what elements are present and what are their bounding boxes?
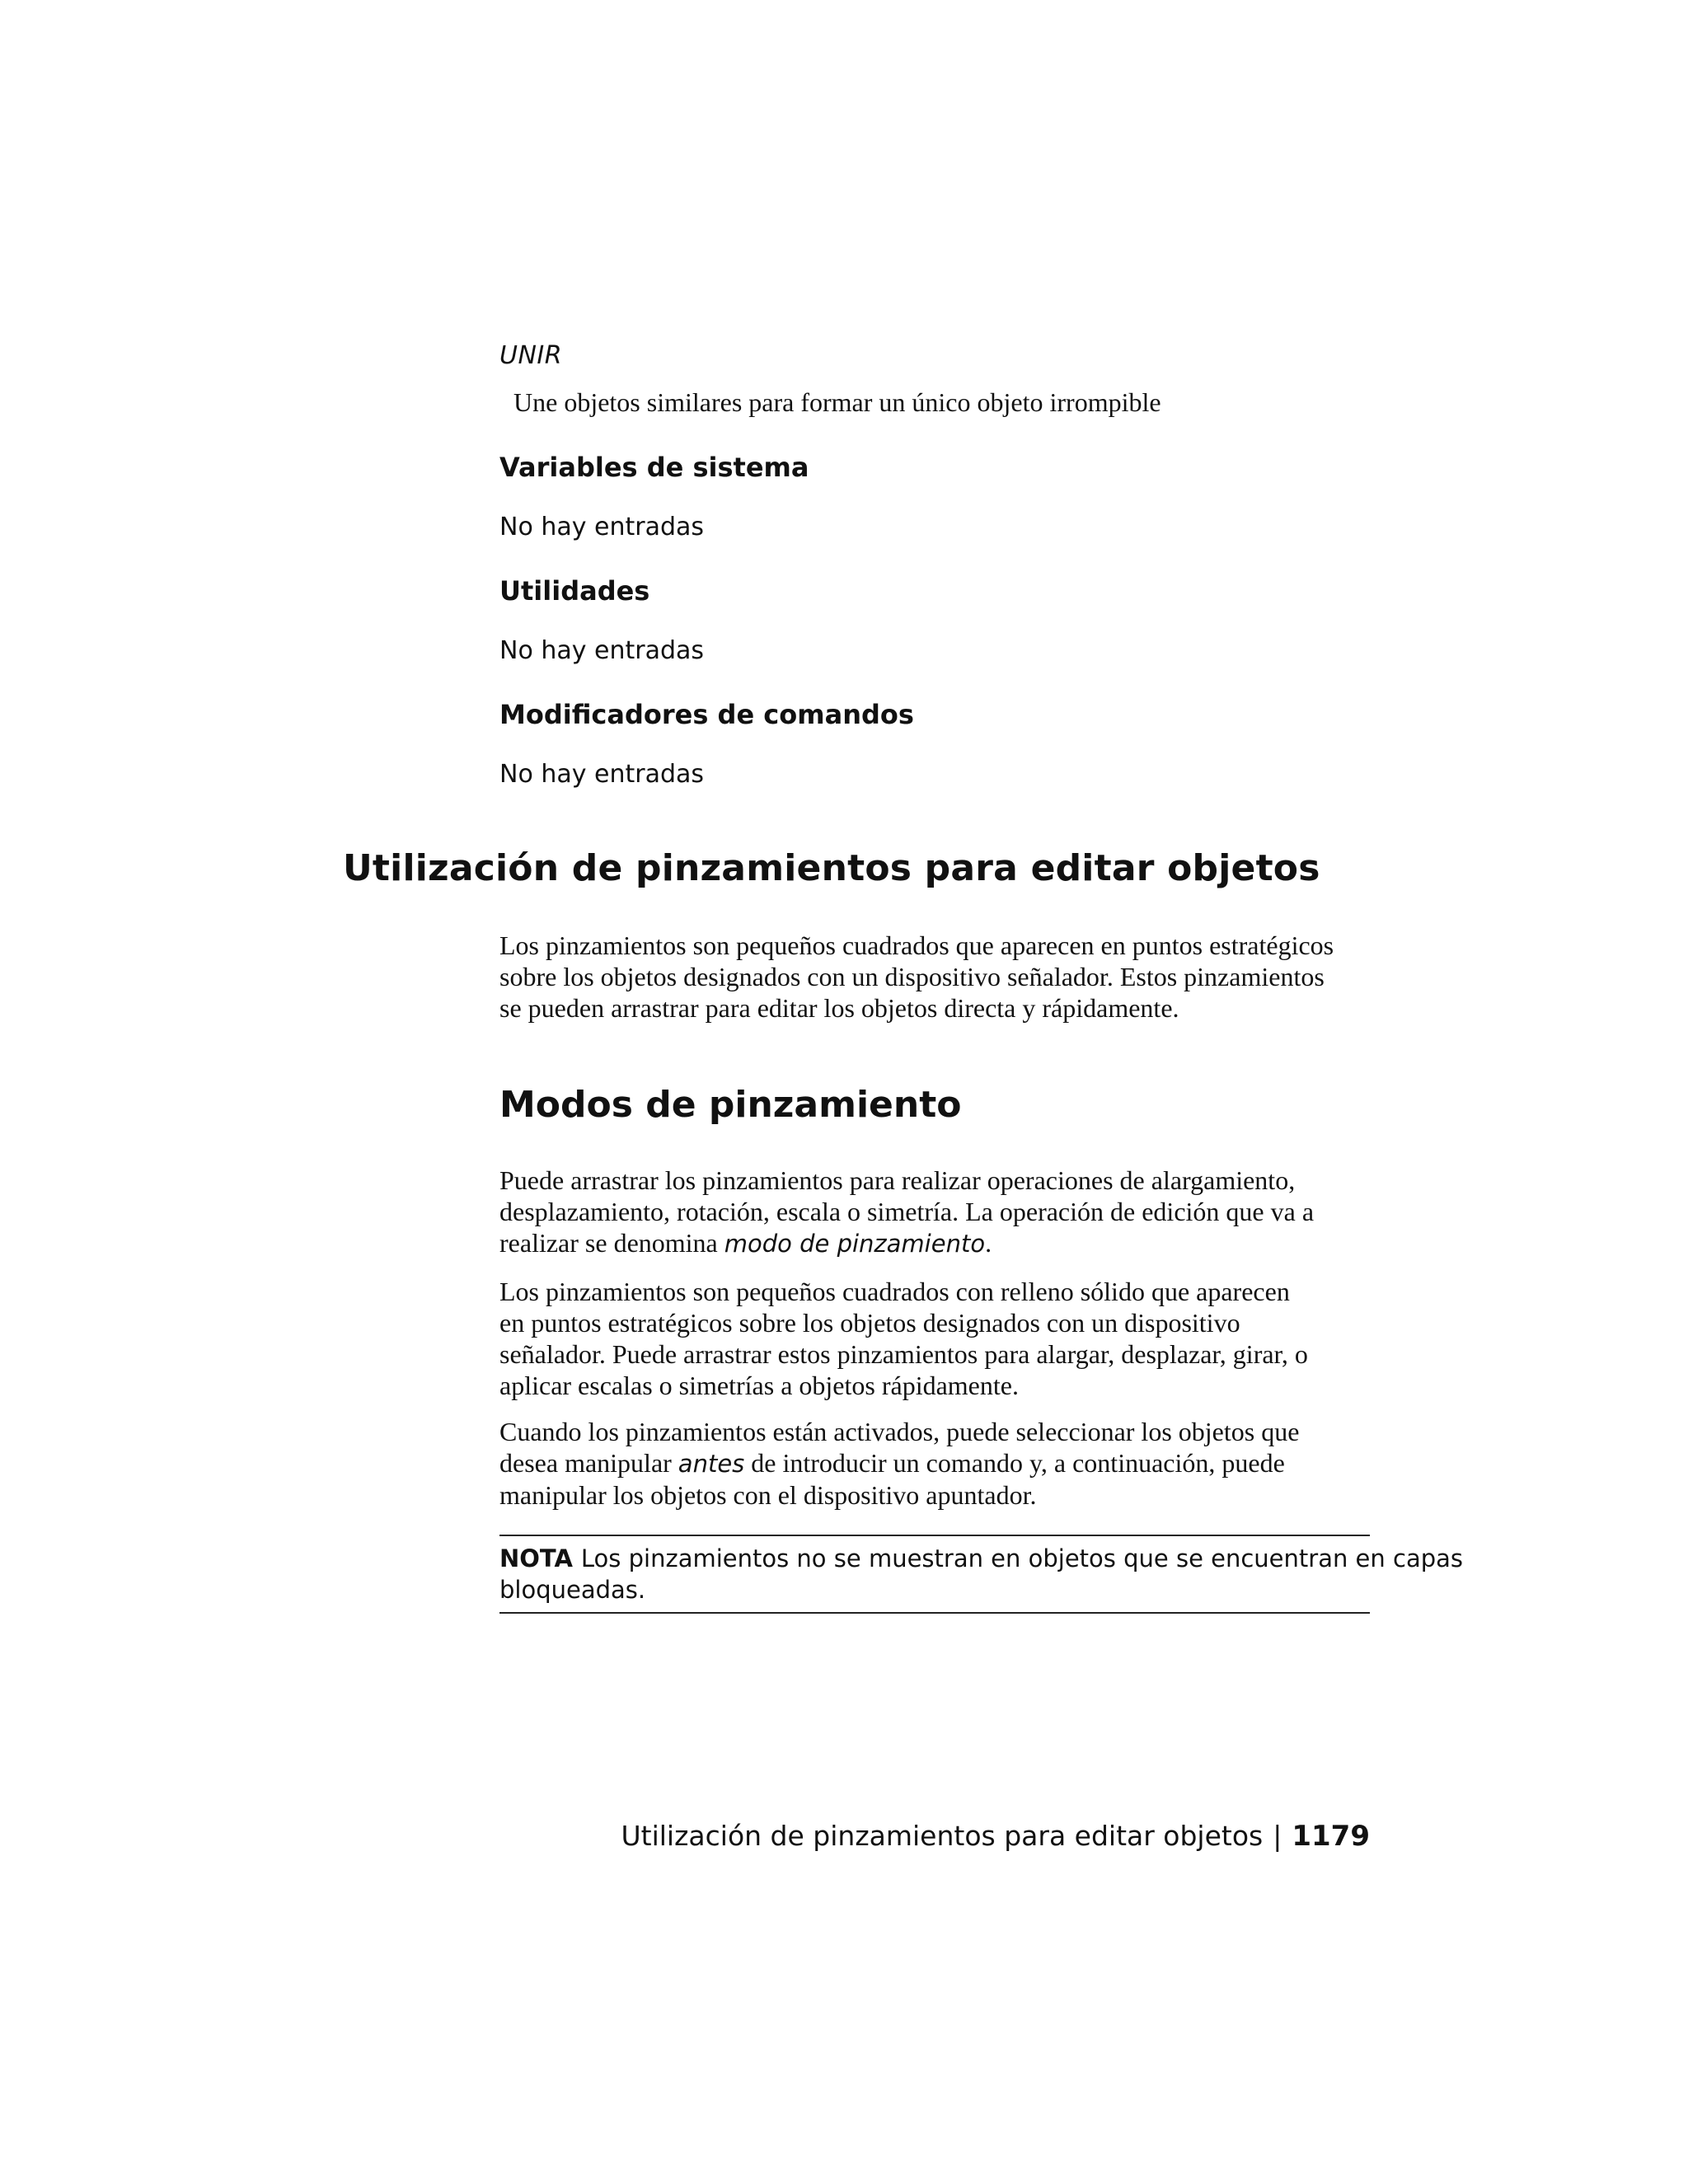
intro-line: Los pinzamientos son pequeños cuadrados que aparecen en puntos estratégicos <box>499 930 1334 960</box>
paragraph-line: desplazamiento, rotación, escala o simetría. La operación de edición que va a <box>499 1197 1315 1226</box>
paragraph-line <box>499 1447 1373 1479</box>
paragraph-line: aplicar escalas o simetrías a objetos rápidamente. <box>499 1371 1019 1400</box>
italic-term: antes <box>678 1450 745 1478</box>
sub-heading: Modos de pinzamiento <box>499 1084 962 1126</box>
paragraph-line <box>499 1227 1373 1259</box>
note-line: bloqueadas. <box>499 1576 646 1604</box>
note-line <box>499 1543 1464 1574</box>
intro-paragraph <box>499 930 1373 1024</box>
section-heading-command-modifiers: Modificadores de comandos <box>499 699 914 730</box>
section-text-utilities: No hay entradas <box>499 636 705 665</box>
command-name: UNIR <box>499 341 563 370</box>
text-run: . <box>985 1228 992 1258</box>
paragraph-grips-description <box>499 1276 1373 1401</box>
footer-separator: | <box>1273 1820 1282 1852</box>
intro-line: sobre los objetos designados con un dispositivo señalador. Estos pinzamientos <box>499 962 1325 991</box>
section-text-command-modifiers: No hay entradas <box>499 760 705 789</box>
paragraph-line: Los pinzamientos son pequeños cuadrados con relleno sólido que aparecen <box>499 1277 1290 1306</box>
intro-line: se pueden arrastrar para editar los objetos directa y rápidamente. <box>499 993 1179 1023</box>
section-text-system-variables: No hay entradas <box>499 513 705 541</box>
page-number: 1179 <box>1292 1820 1370 1853</box>
italic-term: modo de pinzamiento <box>724 1230 986 1258</box>
text-run: realizar se denomina <box>499 1228 724 1258</box>
note-text-run: Los pinzamientos no se muestran en objetos que se encuentran en capas <box>580 1544 1464 1572</box>
main-heading: Utilización de pinzamientos para editar objetos <box>343 847 1320 889</box>
paragraph-line: manipular los objetos con el dispositivo apuntador. <box>499 1480 1037 1510</box>
text-run: de introducir un comando y, a continuación, puede <box>744 1448 1285 1478</box>
note-label: NOTA <box>499 1544 573 1572</box>
footer-title: Utilización de pinzamientos para editar objetos <box>621 1820 1264 1852</box>
paragraph-line: en puntos estratégicos sobre los objetos designados con un dispositivo <box>499 1308 1240 1338</box>
paragraph-line: señalador. Puede arrastrar estos pinzamientos para alargar, desplazar, girar, o <box>499 1339 1308 1369</box>
text-run: desea manipular <box>499 1448 678 1478</box>
paragraph-line: Cuando los pinzamientos están activados, puede seleccionar los objetos que <box>499 1417 1300 1446</box>
paragraph-grip-modes <box>499 1165 1373 1259</box>
section-heading-system-variables: Variables de sistema <box>499 452 809 483</box>
section-heading-utilities: Utilidades <box>499 575 650 607</box>
note <box>499 1543 1464 1605</box>
page-footer <box>621 1820 1371 1853</box>
command-description: Une objetos similares para formar un único objeto irrompible <box>513 387 1161 417</box>
paragraph-line: Puede arrastrar los pinzamientos para realizar operaciones de alargamiento, <box>499 1165 1296 1195</box>
paragraph-grips-enabled <box>499 1416 1373 1511</box>
